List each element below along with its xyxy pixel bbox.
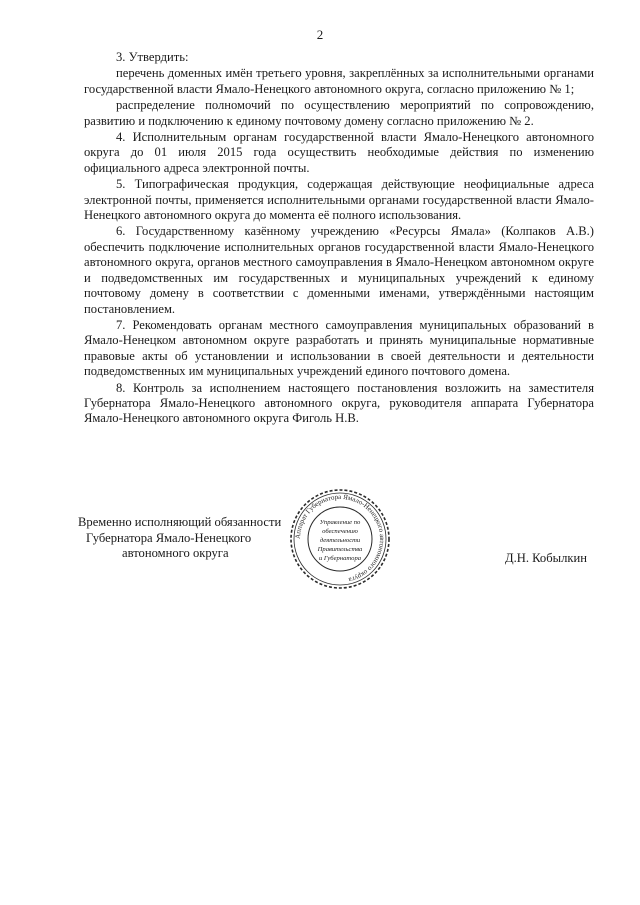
paragraph-3-item-2: распределение полномочий по осуществлению мероприятий по сопровождению, развитию и подключению к единому почтовому домену согласно приложению № 2. [84,98,594,128]
stamp-center-line-1: Управление по [319,519,361,526]
document-body [84,50,594,427]
paragraph-8: 8. Контроль за исполнением настоящего постановления возложить на заместителя Губернатора Ямало-Ненецкого автономного округа, руководителя аппарата Губернатора Ямало-Ненецкого автономного округа Фиголь Н.В. [84,380,594,426]
paragraph-4: 4. Исполнительным органам государственной власти Ямало-Ненецкого автономного округа до 01 июля 2015 года осуществить необходимые действия по изменению официального адреса электронной почты. [84,130,594,175]
stamp-center-line-2: обеспечению [322,528,358,535]
position-line-1: Временно исполняющий обязанности [78,515,282,529]
page-number: 2 [316,27,324,42]
paragraph-7: 7. Рекомендовать органам местного самоуправления муниципальных образований в Ямало-Ненецком автономном округе разработать и принять муниципальные нормативные правовые акты об установлении и использовании в своей деятельности и деятельности подведомственных им муниципальных учреждений единого почтового домена. [84,317,594,379]
signatory-position [78,515,281,562]
position-line-3: автономного округа [122,546,229,560]
official-stamp [288,487,392,591]
paragraph-3-header: 3. Утвердить: [116,50,189,64]
paragraph-5: 5. Типографическая продукция, содержащая действующие неофициальные адреса электронной почты, применяется исполнительными органами государственной власти Ямало-Ненецкого автономного округа до момента её полного использования. [84,177,594,223]
paragraph-6: 6. Государственному казённому учреждению «Ресурсы Ямала» (Колпаков А.В.) обеспечить подключение исполнительных органов государственной власти Ямало-Ненецкого автономного округа, органов местного самоуправления в Ямало-Ненецком автономном округе и подведомственных им государственных и муниципальных учреждений к единому почтовому домену в соответствии с доменными именами, утверждёнными настоящим постановлением. [84,224,594,316]
stamp-center-line-5: и Губернатора [318,555,362,562]
signatory-name: Д.Н. Кобылкин [505,551,587,565]
stamp-ring-text: Аппарат Губернатора Ямало-Ненецкого автономного округа [293,492,387,584]
stamp-center-line-3: деятельности [319,537,361,544]
stamp-center-line-4: Правительства [317,546,363,553]
paragraph-3-item-1: перечень доменных имён третьего уровня, закреплённых за исполнительными органами государственной власти Ямало-Ненецкого автономного округа, согласно приложению № 1; [84,66,594,96]
position-line-2: Губернатора Ямало-Ненецкого [86,530,252,545]
